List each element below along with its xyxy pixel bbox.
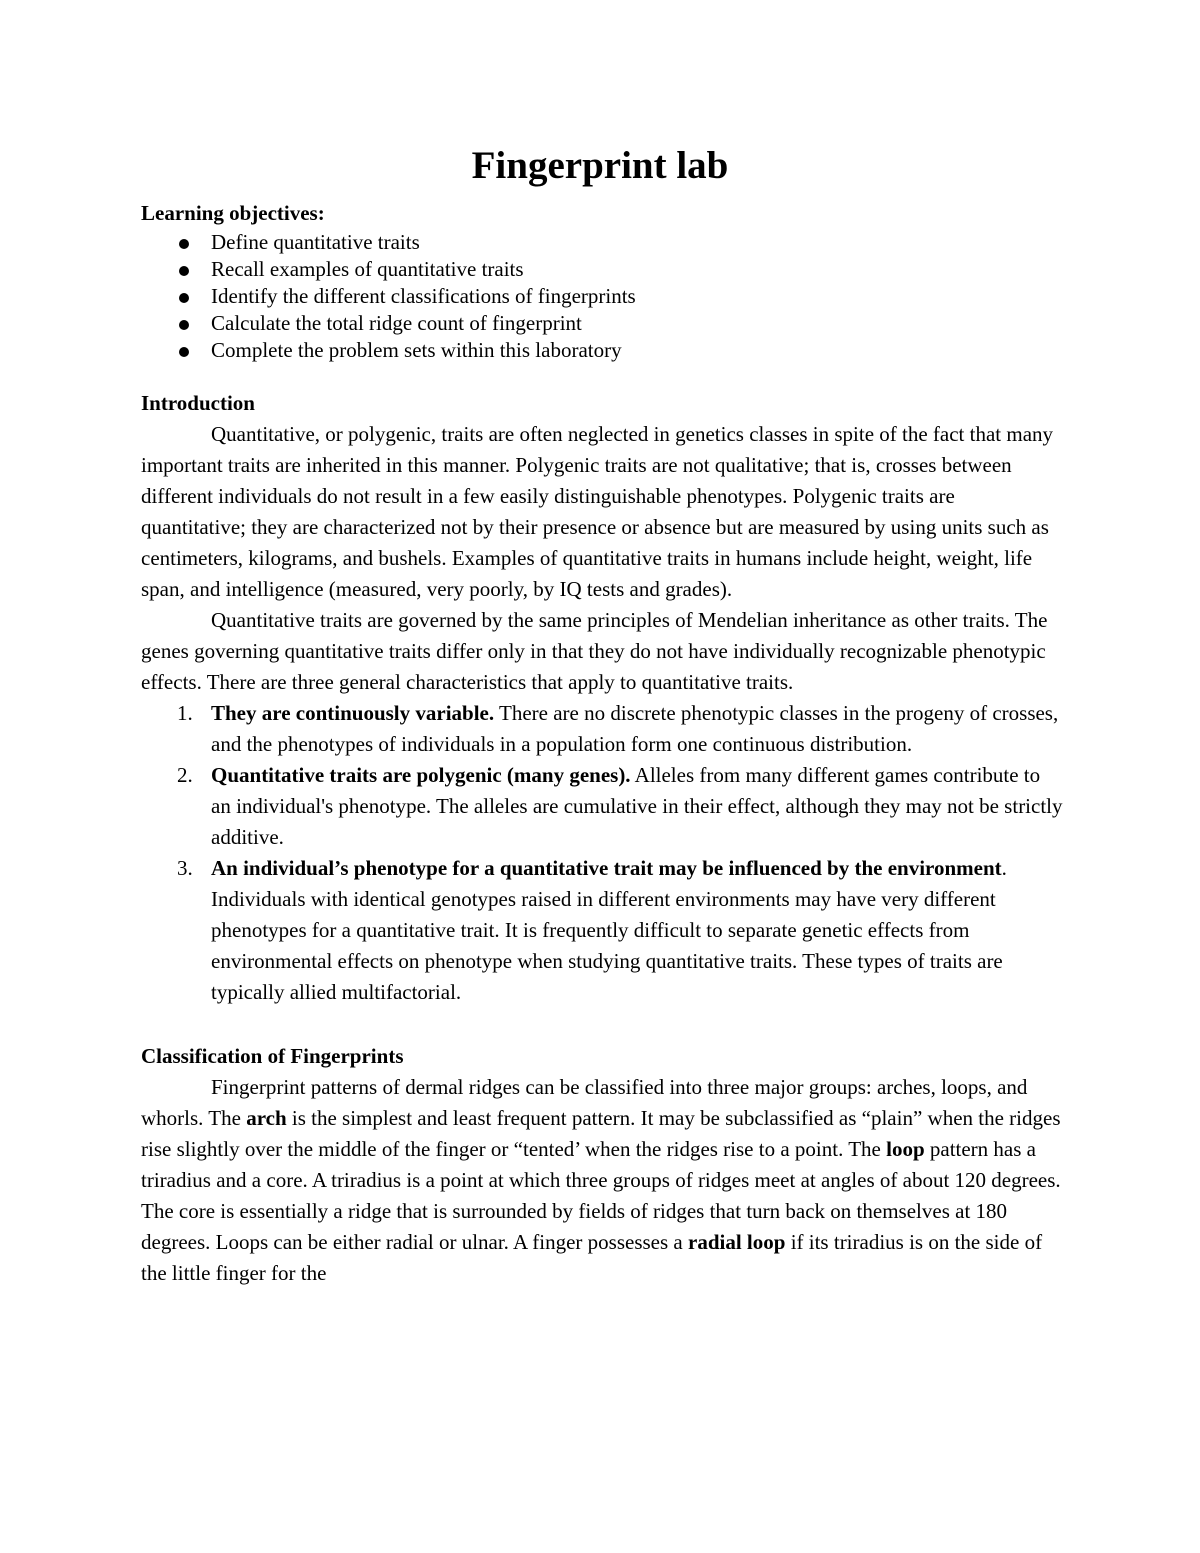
- objective-item: [141, 256, 1063, 283]
- classification-text: Fingerprint patterns of dermal ridges can be classified into three major groups: arches, loops, and whorls. The: [141, 1075, 1028, 1130]
- characteristic-item: [141, 698, 1063, 760]
- term-radial-loop: radial loop: [688, 1230, 786, 1254]
- item-number: 1.: [177, 701, 193, 725]
- objectives-list: [141, 229, 1063, 364]
- classification-text: is the simplest and least frequent pattern. It may be subclassified as “plain” when the ridges rise slightly over the middle of the finger or “tented’ when the ridges rise to a point. The: [141, 1106, 1061, 1161]
- objectives-heading: Learning objectives:: [141, 201, 325, 225]
- bullet-icon: [179, 347, 189, 357]
- item-number: 2.: [177, 763, 193, 787]
- characteristic-text: Alleles from many different games contribute to an individual's phenotype. The alleles are cumulative in their effect, although they may not be strictly additive.: [211, 763, 1063, 849]
- introduction-paragraph-2: Quantitative traits are governed by the same principles of Mendelian inheritance as other traits. The genes governing quantitative traits differ only in that they do not have individually recognizable phenotypic effects. There are three general characteristics that apply to quantitative traits.: [141, 608, 1048, 694]
- objective-text: Define quantitative traits: [211, 230, 420, 254]
- objective-text: Recall examples of quantitative traits: [211, 257, 524, 281]
- characteristic-item: [141, 760, 1063, 853]
- bullet-icon: [179, 239, 189, 249]
- term-loop: loop: [886, 1137, 925, 1161]
- bullet-icon: [179, 293, 189, 303]
- document-body: [141, 198, 1063, 1289]
- page-title: Fingerprint lab: [471, 144, 729, 187]
- objective-item: [141, 337, 1063, 364]
- objective-text: Calculate the total ridge count of fingerprint: [211, 311, 582, 335]
- classification-text: pattern has a triradius and a core. A triradius is a point at which three groups of ridges meet at angles of about 120 degrees. The core is essentially a ridge that is surrounded by fields of ridges that turn back on themselves at 180 degrees. Loops can be either radial or ulnar. A finger possesses a: [141, 1137, 1061, 1254]
- item-number: 3.: [177, 856, 193, 880]
- classification-paragraph: [141, 1072, 1063, 1289]
- characteristic-title: An individual’s phenotype for a quantitative trait may be influenced by the environment: [211, 856, 1002, 880]
- term-arch: arch: [246, 1106, 287, 1130]
- characteristic-title: They are continuously variable.: [211, 701, 495, 725]
- characteristic-text: There are no discrete phenotypic classes in the progeny of crosses, and the phenotypes of individuals in a population form one continuous distribution.: [211, 701, 1059, 756]
- characteristic-title: Quantitative traits are polygenic (many genes).: [211, 763, 631, 787]
- characteristics-list: [141, 698, 1063, 1008]
- bullet-icon: [179, 266, 189, 276]
- objective-text: Complete the problem sets within this laboratory: [211, 338, 622, 362]
- objective-item: [141, 310, 1063, 337]
- introduction-paragraph-1: Quantitative, or polygenic, traits are often neglected in genetics classes in spite of the fact that many important traits are inherited in this manner. Polygenic traits are not qualitative; that is, crosses between different individuals do not result in a few easily distinguishable phenotypes. Polygenic traits are quantitative; they are characterized not by their presence or absence but are measured by using units such as centimeters, kilograms, and bushels. Examples of quantitative traits in humans include height, weight, life span, and intelligence (measured, very poorly, by IQ tests and grades).: [141, 422, 1054, 601]
- classification-heading: Classification of Fingerprints: [141, 1044, 404, 1068]
- bullet-icon: [179, 320, 189, 330]
- objective-item: [141, 283, 1063, 310]
- introduction-heading: Introduction: [141, 391, 255, 415]
- characteristic-item: [141, 853, 1063, 1008]
- characteristic-text: . Individuals with identical genotypes raised in different environments may have very different phenotypes for a quantitative trait. It is frequently difficult to separate genetic effects from environmental effects on phenotype when studying quantitative traits. These types of traits are typically allied multifactorial.: [211, 856, 1007, 1004]
- objective-item: [141, 229, 1063, 256]
- objective-text: Identify the different classifications of fingerprints: [211, 284, 636, 308]
- classification-text: if its triradius is on the side of the little finger for the: [141, 1230, 1043, 1285]
